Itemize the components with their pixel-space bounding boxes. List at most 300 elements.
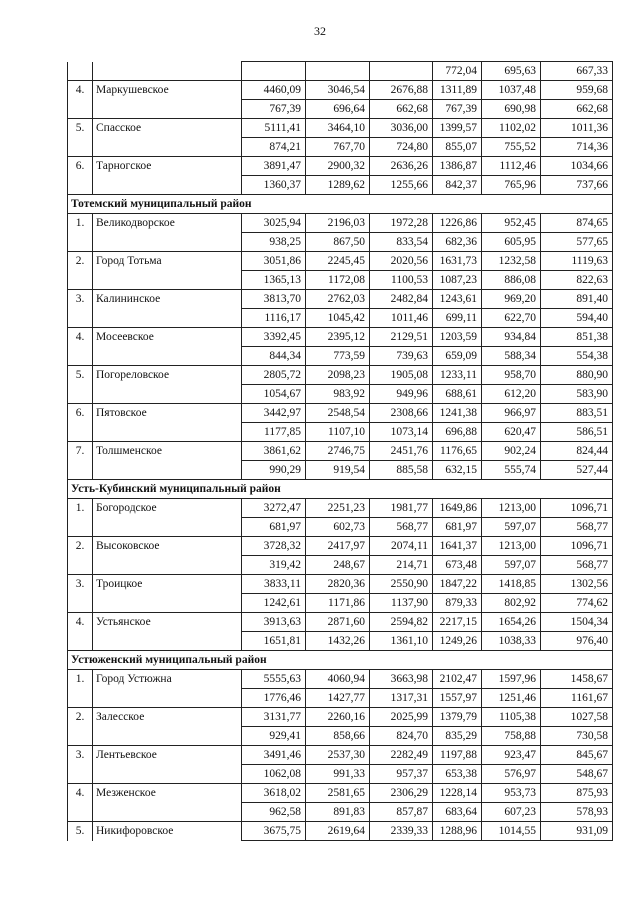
value-cell: 714,36 bbox=[541, 138, 613, 157]
row-index: 5. bbox=[68, 822, 93, 841]
row-index bbox=[68, 385, 93, 404]
value-cell: 1641,37 bbox=[433, 537, 482, 556]
table-row-continuation bbox=[68, 385, 613, 404]
value-cell: 2102,47 bbox=[433, 670, 482, 689]
value-cell: 966,97 bbox=[482, 404, 541, 423]
settlement-name bbox=[93, 632, 242, 651]
value-cell: 2245,45 bbox=[306, 252, 370, 271]
row-index bbox=[68, 62, 93, 81]
value-cell: 959,68 bbox=[541, 81, 613, 100]
row-index bbox=[68, 594, 93, 613]
value-cell: 319,42 bbox=[242, 556, 306, 575]
value-cell: 612,20 bbox=[482, 385, 541, 404]
value-cell: 1107,10 bbox=[306, 423, 370, 442]
settlement-name bbox=[93, 233, 242, 252]
value-cell: 802,92 bbox=[482, 594, 541, 613]
value-cell: 1102,02 bbox=[482, 119, 541, 138]
value-cell: 1062,08 bbox=[242, 765, 306, 784]
section-title: Тотемский муниципальный район bbox=[68, 195, 613, 214]
table-row-continuation bbox=[68, 233, 613, 252]
settlement-name bbox=[93, 347, 242, 366]
value-cell: 578,93 bbox=[541, 803, 613, 822]
value-cell: 2260,16 bbox=[306, 708, 370, 727]
settlement-name: Погореловское bbox=[93, 366, 242, 385]
settlement-name: Троицкое bbox=[93, 575, 242, 594]
value-cell: 739,63 bbox=[370, 347, 433, 366]
value-cell: 1651,81 bbox=[242, 632, 306, 651]
value-cell: 1027,58 bbox=[541, 708, 613, 727]
value-cell: 1360,37 bbox=[242, 176, 306, 195]
value-cell: 958,70 bbox=[482, 366, 541, 385]
value-cell: 2548,54 bbox=[306, 404, 370, 423]
value-cell: 990,29 bbox=[242, 461, 306, 480]
value-cell: 962,58 bbox=[242, 803, 306, 822]
row-index: 4. bbox=[68, 328, 93, 347]
table-row-continuation bbox=[68, 62, 613, 81]
value-cell: 1379,79 bbox=[433, 708, 482, 727]
value-cell: 653,38 bbox=[433, 765, 482, 784]
row-index bbox=[68, 727, 93, 746]
value-cell: 682,36 bbox=[433, 233, 482, 252]
row-index bbox=[68, 689, 93, 708]
settlement-name: Богородское bbox=[93, 499, 242, 518]
value-cell: 1213,00 bbox=[482, 537, 541, 556]
value-cell: 1654,26 bbox=[482, 613, 541, 632]
value-cell: 607,23 bbox=[482, 803, 541, 822]
value-cell: 5111,41 bbox=[242, 119, 306, 138]
value-cell: 3618,02 bbox=[242, 784, 306, 803]
table-row bbox=[68, 613, 613, 632]
value-cell: 3131,77 bbox=[242, 708, 306, 727]
settlement-name bbox=[93, 727, 242, 746]
value-cell: 3272,47 bbox=[242, 499, 306, 518]
value-cell: 1112,46 bbox=[482, 157, 541, 176]
value-cell: 953,73 bbox=[482, 784, 541, 803]
table-row-continuation bbox=[68, 689, 613, 708]
settlement-name bbox=[93, 385, 242, 404]
value-cell: 2636,26 bbox=[370, 157, 433, 176]
settlement-name: Спасское bbox=[93, 119, 242, 138]
value-cell: 835,29 bbox=[433, 727, 482, 746]
row-index: 3. bbox=[68, 746, 93, 765]
value-cell: 1116,17 bbox=[242, 309, 306, 328]
value-cell: 1458,67 bbox=[541, 670, 613, 689]
row-index bbox=[68, 309, 93, 328]
value-cell: 2308,66 bbox=[370, 404, 433, 423]
value-cell: 2025,99 bbox=[370, 708, 433, 727]
value-cell: 1037,48 bbox=[482, 81, 541, 100]
value-cell: 902,24 bbox=[482, 442, 541, 461]
table-row bbox=[68, 746, 613, 765]
value-cell: 2746,75 bbox=[306, 442, 370, 461]
value-cell: 879,33 bbox=[433, 594, 482, 613]
row-index: 4. bbox=[68, 613, 93, 632]
row-index: 3. bbox=[68, 575, 93, 594]
value-cell: 2805,72 bbox=[242, 366, 306, 385]
settlement-name bbox=[93, 138, 242, 157]
value-cell: 2581,65 bbox=[306, 784, 370, 803]
row-index: 6. bbox=[68, 404, 93, 423]
value-cell: 1365,13 bbox=[242, 271, 306, 290]
value-cell: 765,96 bbox=[482, 176, 541, 195]
table-row bbox=[68, 499, 613, 518]
value-cell: 3728,32 bbox=[242, 537, 306, 556]
table-row bbox=[68, 822, 613, 841]
value-cell: 1432,26 bbox=[306, 632, 370, 651]
table-row bbox=[68, 366, 613, 385]
table-row bbox=[68, 404, 613, 423]
table-row-continuation bbox=[68, 461, 613, 480]
value-cell: 594,40 bbox=[541, 309, 613, 328]
value-cell: 662,68 bbox=[541, 100, 613, 119]
value-cell: 3813,70 bbox=[242, 290, 306, 309]
value-cell: 1288,96 bbox=[433, 822, 482, 841]
value-cell: 2417,97 bbox=[306, 537, 370, 556]
settlement-name bbox=[93, 765, 242, 784]
value-cell: 1981,77 bbox=[370, 499, 433, 518]
value-cell: 822,63 bbox=[541, 271, 613, 290]
value-cell: 737,66 bbox=[541, 176, 613, 195]
value-cell: 1504,34 bbox=[541, 613, 613, 632]
value-cell: 2537,30 bbox=[306, 746, 370, 765]
table-row bbox=[68, 328, 613, 347]
row-index: 5. bbox=[68, 366, 93, 385]
value-cell: 891,40 bbox=[541, 290, 613, 309]
value-cell: 583,90 bbox=[541, 385, 613, 404]
settlement-name: Никифоровское bbox=[93, 822, 242, 841]
value-cell: 620,47 bbox=[482, 423, 541, 442]
row-index: 4. bbox=[68, 81, 93, 100]
value-cell: 857,87 bbox=[370, 803, 433, 822]
value-cell: 2129,51 bbox=[370, 328, 433, 347]
value-cell: 772,04 bbox=[433, 62, 482, 81]
value-cell: 2098,23 bbox=[306, 366, 370, 385]
table-row bbox=[68, 575, 613, 594]
settlement-name: Великодворское bbox=[93, 214, 242, 233]
value-cell: 3442,97 bbox=[242, 404, 306, 423]
value-cell: 867,50 bbox=[306, 233, 370, 252]
value-cell: 1427,77 bbox=[306, 689, 370, 708]
row-index bbox=[68, 556, 93, 575]
value-cell: 662,68 bbox=[370, 100, 433, 119]
value-cell: 568,77 bbox=[541, 518, 613, 537]
value-cell: 683,64 bbox=[433, 803, 482, 822]
table-row-continuation bbox=[68, 138, 613, 157]
value-cell: 681,97 bbox=[433, 518, 482, 537]
value-cell: 969,20 bbox=[482, 290, 541, 309]
value-cell: 3861,62 bbox=[242, 442, 306, 461]
table-row-continuation bbox=[68, 594, 613, 613]
settlement-name: Толшменское bbox=[93, 442, 242, 461]
settlement-name: Устьянское bbox=[93, 613, 242, 632]
value-cell: 4060,94 bbox=[306, 670, 370, 689]
section-title: Устюженский муниципальный район bbox=[68, 651, 613, 670]
row-index bbox=[68, 423, 93, 442]
value-cell: 1399,57 bbox=[433, 119, 482, 138]
value-cell: 622,70 bbox=[482, 309, 541, 328]
row-index: 2. bbox=[68, 252, 93, 271]
value-cell: 1172,08 bbox=[306, 271, 370, 290]
settlement-name bbox=[93, 461, 242, 480]
table-row-continuation bbox=[68, 803, 613, 822]
settlement-name bbox=[93, 803, 242, 822]
settlement-name: Мезженское bbox=[93, 784, 242, 803]
settlement-name bbox=[93, 62, 242, 81]
value-cell: 874,21 bbox=[242, 138, 306, 157]
table-row bbox=[68, 442, 613, 461]
value-cell: 602,73 bbox=[306, 518, 370, 537]
value-cell: 688,61 bbox=[433, 385, 482, 404]
value-cell: 673,48 bbox=[433, 556, 482, 575]
value-cell: 2306,29 bbox=[370, 784, 433, 803]
value-cell: 2020,56 bbox=[370, 252, 433, 271]
value-cell: 1105,38 bbox=[482, 708, 541, 727]
value-cell: 1161,67 bbox=[541, 689, 613, 708]
value-cell: 2619,64 bbox=[306, 822, 370, 841]
value-cell: 2820,36 bbox=[306, 575, 370, 594]
table-row-continuation bbox=[68, 632, 613, 651]
value-cell: 2251,23 bbox=[306, 499, 370, 518]
value-cell: 1197,88 bbox=[433, 746, 482, 765]
settlement-name bbox=[93, 100, 242, 119]
value-cell: 891,83 bbox=[306, 803, 370, 822]
settlement-name: Маркушевское bbox=[93, 81, 242, 100]
value-cell: 1255,66 bbox=[370, 176, 433, 195]
value-cell: 586,51 bbox=[541, 423, 613, 442]
value-cell: 2871,60 bbox=[306, 613, 370, 632]
value-cell: 597,07 bbox=[482, 518, 541, 537]
value-cell: 1203,59 bbox=[433, 328, 482, 347]
value-cell: 1631,73 bbox=[433, 252, 482, 271]
value-cell: 858,66 bbox=[306, 727, 370, 746]
value-cell: 2676,88 bbox=[370, 81, 433, 100]
value-cell: 3464,10 bbox=[306, 119, 370, 138]
value-cell: 774,62 bbox=[541, 594, 613, 613]
value-cell: 844,34 bbox=[242, 347, 306, 366]
value-cell: 3833,11 bbox=[242, 575, 306, 594]
table-row-continuation bbox=[68, 100, 613, 119]
value-cell: 4460,09 bbox=[242, 81, 306, 100]
value-cell: 1100,53 bbox=[370, 271, 433, 290]
table-row bbox=[68, 214, 613, 233]
value-cell: 1317,31 bbox=[370, 689, 433, 708]
table-row-continuation bbox=[68, 347, 613, 366]
value-cell: 2451,76 bbox=[370, 442, 433, 461]
value-cell: 1233,11 bbox=[433, 366, 482, 385]
section-row bbox=[68, 480, 613, 499]
row-index bbox=[68, 176, 93, 195]
value-cell: 1137,90 bbox=[370, 594, 433, 613]
value-cell: 755,52 bbox=[482, 138, 541, 157]
value-cell: 2196,03 bbox=[306, 214, 370, 233]
value-cell: 983,92 bbox=[306, 385, 370, 404]
row-index bbox=[68, 138, 93, 157]
value-cell: 842,37 bbox=[433, 176, 482, 195]
value-cell: 568,77 bbox=[370, 518, 433, 537]
value-cell: 2550,90 bbox=[370, 575, 433, 594]
section-title: Усть-Кубинский муниципальный район bbox=[68, 480, 613, 499]
row-index bbox=[68, 271, 93, 290]
value-cell: 1249,26 bbox=[433, 632, 482, 651]
value-cell: 568,77 bbox=[541, 556, 613, 575]
value-cell: 730,58 bbox=[541, 727, 613, 746]
table-row-continuation bbox=[68, 765, 613, 784]
page-number: 32 bbox=[314, 24, 326, 38]
value-cell: 3675,75 bbox=[242, 822, 306, 841]
value-cell: 577,65 bbox=[541, 233, 613, 252]
value-cell: 632,15 bbox=[433, 461, 482, 480]
value-cell: 2762,03 bbox=[306, 290, 370, 309]
value-cell: 1119,63 bbox=[541, 252, 613, 271]
value-cell: 681,97 bbox=[242, 518, 306, 537]
value-cell: 588,34 bbox=[482, 347, 541, 366]
value-cell: 1213,00 bbox=[482, 499, 541, 518]
value-cell: 3046,54 bbox=[306, 81, 370, 100]
row-index: 2. bbox=[68, 537, 93, 556]
table-row bbox=[68, 81, 613, 100]
value-cell: 919,54 bbox=[306, 461, 370, 480]
value-cell: 690,98 bbox=[482, 100, 541, 119]
value-cell: 696,64 bbox=[306, 100, 370, 119]
value-cell: 659,09 bbox=[433, 347, 482, 366]
value-cell: 845,67 bbox=[541, 746, 613, 765]
row-index: 6. bbox=[68, 157, 93, 176]
table-row bbox=[68, 119, 613, 138]
row-index bbox=[68, 461, 93, 480]
value-cell: 3891,47 bbox=[242, 157, 306, 176]
value-cell: 2482,84 bbox=[370, 290, 433, 309]
settlement-name: Залесское bbox=[93, 708, 242, 727]
value-cell: 1034,66 bbox=[541, 157, 613, 176]
table-row bbox=[68, 784, 613, 803]
value-cell: 3392,45 bbox=[242, 328, 306, 347]
value-cell: 875,93 bbox=[541, 784, 613, 803]
table-row-continuation bbox=[68, 556, 613, 575]
table-row-continuation bbox=[68, 423, 613, 442]
value-cell: 1905,08 bbox=[370, 366, 433, 385]
value-cell: 767,39 bbox=[433, 100, 482, 119]
settlement-name bbox=[93, 518, 242, 537]
settlement-name: Тарногское bbox=[93, 157, 242, 176]
value-cell: 548,67 bbox=[541, 765, 613, 784]
value-cell: 938,25 bbox=[242, 233, 306, 252]
value-cell: 699,11 bbox=[433, 309, 482, 328]
table-row-continuation bbox=[68, 176, 613, 195]
value-cell: 1776,46 bbox=[242, 689, 306, 708]
value-cell: 851,38 bbox=[541, 328, 613, 347]
value-cell: 885,58 bbox=[370, 461, 433, 480]
value-cell: 1242,61 bbox=[242, 594, 306, 613]
value-cell: 3036,00 bbox=[370, 119, 433, 138]
value-cell bbox=[242, 62, 306, 81]
settlement-name bbox=[93, 689, 242, 708]
value-cell: 1311,89 bbox=[433, 81, 482, 100]
value-cell: 667,33 bbox=[541, 62, 613, 81]
value-cell: 1972,28 bbox=[370, 214, 433, 233]
row-index: 4. bbox=[68, 784, 93, 803]
value-cell: 2900,32 bbox=[306, 157, 370, 176]
table-row-continuation bbox=[68, 309, 613, 328]
value-cell: 5555,63 bbox=[242, 670, 306, 689]
row-index: 1. bbox=[68, 670, 93, 689]
row-index: 3. bbox=[68, 290, 93, 309]
value-cell: 554,38 bbox=[541, 347, 613, 366]
value-cell: 991,33 bbox=[306, 765, 370, 784]
value-cell: 855,07 bbox=[433, 138, 482, 157]
value-cell: 952,45 bbox=[482, 214, 541, 233]
value-cell: 696,88 bbox=[433, 423, 482, 442]
value-cell: 1289,62 bbox=[306, 176, 370, 195]
value-cell: 874,65 bbox=[541, 214, 613, 233]
value-cell: 1045,42 bbox=[306, 309, 370, 328]
row-index bbox=[68, 632, 93, 651]
value-cell: 767,70 bbox=[306, 138, 370, 157]
section-row bbox=[68, 651, 613, 670]
value-cell: 576,97 bbox=[482, 765, 541, 784]
table-row bbox=[68, 252, 613, 271]
value-cell: 1226,86 bbox=[433, 214, 482, 233]
row-index: 1. bbox=[68, 499, 93, 518]
settlement-name bbox=[93, 423, 242, 442]
value-cell: 605,95 bbox=[482, 233, 541, 252]
settlement-name: Калининское bbox=[93, 290, 242, 309]
table-row-continuation bbox=[68, 271, 613, 290]
value-cell: 923,47 bbox=[482, 746, 541, 765]
settlement-name bbox=[93, 556, 242, 575]
table-row-continuation bbox=[68, 518, 613, 537]
row-index bbox=[68, 765, 93, 784]
value-cell: 931,09 bbox=[541, 822, 613, 841]
value-cell: 695,63 bbox=[482, 62, 541, 81]
value-cell: 1014,55 bbox=[482, 822, 541, 841]
value-cell: 2217,15 bbox=[433, 613, 482, 632]
row-index bbox=[68, 803, 93, 822]
value-cell: 3025,94 bbox=[242, 214, 306, 233]
table-row bbox=[68, 670, 613, 689]
value-cell: 2339,33 bbox=[370, 822, 433, 841]
table-row-continuation bbox=[68, 727, 613, 746]
table-row bbox=[68, 157, 613, 176]
value-cell: 3491,46 bbox=[242, 746, 306, 765]
settlement-name: Мосеевское bbox=[93, 328, 242, 347]
value-cell: 1361,10 bbox=[370, 632, 433, 651]
value-cell: 597,07 bbox=[482, 556, 541, 575]
row-index: 2. bbox=[68, 708, 93, 727]
value-cell: 824,70 bbox=[370, 727, 433, 746]
value-cell: 773,59 bbox=[306, 347, 370, 366]
settlement-name bbox=[93, 594, 242, 613]
value-cell: 976,40 bbox=[541, 632, 613, 651]
value-cell: 833,54 bbox=[370, 233, 433, 252]
value-cell: 957,37 bbox=[370, 765, 433, 784]
value-cell: 934,84 bbox=[482, 328, 541, 347]
value-cell: 1232,58 bbox=[482, 252, 541, 271]
row-index: 1. bbox=[68, 214, 93, 233]
value-cell: 1649,86 bbox=[433, 499, 482, 518]
value-cell: 1054,67 bbox=[242, 385, 306, 404]
value-cell: 1096,71 bbox=[541, 499, 613, 518]
value-cell: 1176,65 bbox=[433, 442, 482, 461]
value-cell: 880,90 bbox=[541, 366, 613, 385]
value-cell bbox=[370, 62, 433, 81]
settlement-name: Лентьевское bbox=[93, 746, 242, 765]
table-row bbox=[68, 537, 613, 556]
section-row bbox=[68, 195, 613, 214]
settlement-name: Город Тотьма bbox=[93, 252, 242, 271]
row-index bbox=[68, 100, 93, 119]
settlement-name: Город Устюжна bbox=[93, 670, 242, 689]
settlement-name bbox=[93, 176, 242, 195]
